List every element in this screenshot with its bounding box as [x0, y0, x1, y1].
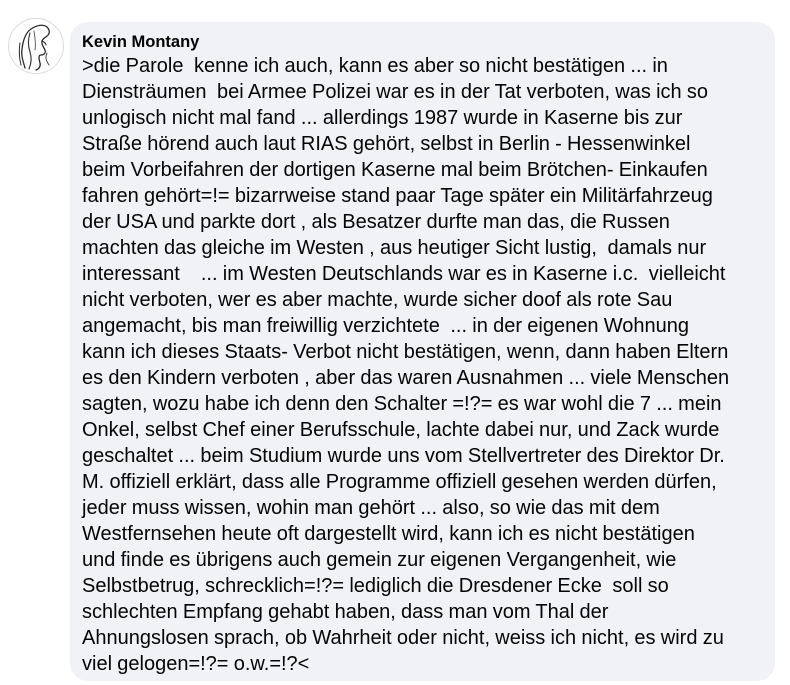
comment-text-line: unlogisch nicht mal fand ... allerdings 1987 wurde in Kaserne bis zur [82, 107, 683, 129]
comment-author[interactable]: Kevin Montany [82, 33, 200, 51]
comment-text-line: Straße hörend auch laut RIAS gehört, selbst in Berlin - Hessenwinkel [82, 133, 691, 155]
avatar[interactable] [8, 18, 64, 74]
comment-text-line: interessant ... im Westen Deutschlands war es in Kaserne i.c. vielleicht [82, 263, 726, 285]
comment-text [82, 53, 763, 677]
comment-text-line: Diensträumen bei Armee Polizei war es in der Tat verboten, was ich so [82, 81, 709, 103]
comment-text-line: der USA und parkte dort , als Besatzer durfte man das, die Russen [82, 211, 670, 233]
comment-text-line: >die Parole kenne ich auch, kann es aber so nicht bestätigen ... in [82, 55, 668, 77]
comment-bubble [70, 22, 775, 681]
comment-text-line: fahren gehört=!= bizarrweise stand paar Tage später ein Militärfahrzeug [82, 185, 713, 207]
comment-text-line: und finde es übrigens auch gemein zur eigenen Vergangenheit, wie [82, 549, 677, 571]
comment-text-line: kann ich dieses Staats- Verbot nicht bestätigen, wenn, dann haben Eltern [82, 341, 729, 363]
comment-text-line: jeder muss wissen, wohin man gehört ... also, so wie das mit dem [82, 497, 660, 519]
comment-text-line: Selbstbetrug, schrecklich=!?= lediglich die Dresdener Ecke soll so [82, 575, 669, 597]
comment-text-line: beim Vorbeifahren der dortigen Kaserne mal beim Brötchen- Einkaufen [82, 159, 708, 181]
comment-text-line: machten das gleiche im Westen , aus heutiger Sicht lustig, damals nur [82, 237, 707, 259]
comment-text-line: sagten, wozu habe ich denn den Schalter =!?= es war wohl die 7 ... mein [82, 393, 722, 415]
comment-text-line: Onkel, selbst Chef einer Berufsschule, lachte dabei nur, und Zack wurde [82, 419, 720, 441]
comment-text-line: geschaltet ... beim Studium wurde uns vom Stellvertreter des Direktor Dr. [82, 445, 725, 467]
comment-text-line: angemacht, bis man freiwillig verzichtete ... in der eigenen Wohnung [82, 315, 689, 337]
comment-text-line: Ahnungslosen sprach, ob Wahrheit oder nicht, weiss ich nicht, es wird zu [82, 627, 724, 649]
comment-text-line: Westfernsehen heute oft dargestellt wird, kann ich es nicht bestätigen [82, 523, 695, 545]
comment-text-line: M. offiziell erklärt, dass alle Programme offiziell gesehen werden dürfen, [82, 471, 717, 493]
sketch-face-profile-icon [9, 19, 63, 73]
comment-text-line: viel gelogen=!?= o.w.=!?< [82, 653, 310, 675]
comment-text-line: nicht verboten, wer es aber machte, wurde sicher doof als rote Sau [82, 289, 673, 311]
comment-text-line: schlechten Empfang gehabt haben, dass man vom Thal der [82, 601, 609, 623]
comment-text-line: es den Kindern verboten , aber das waren Ausnahmen ... viele Menschen [82, 367, 730, 389]
